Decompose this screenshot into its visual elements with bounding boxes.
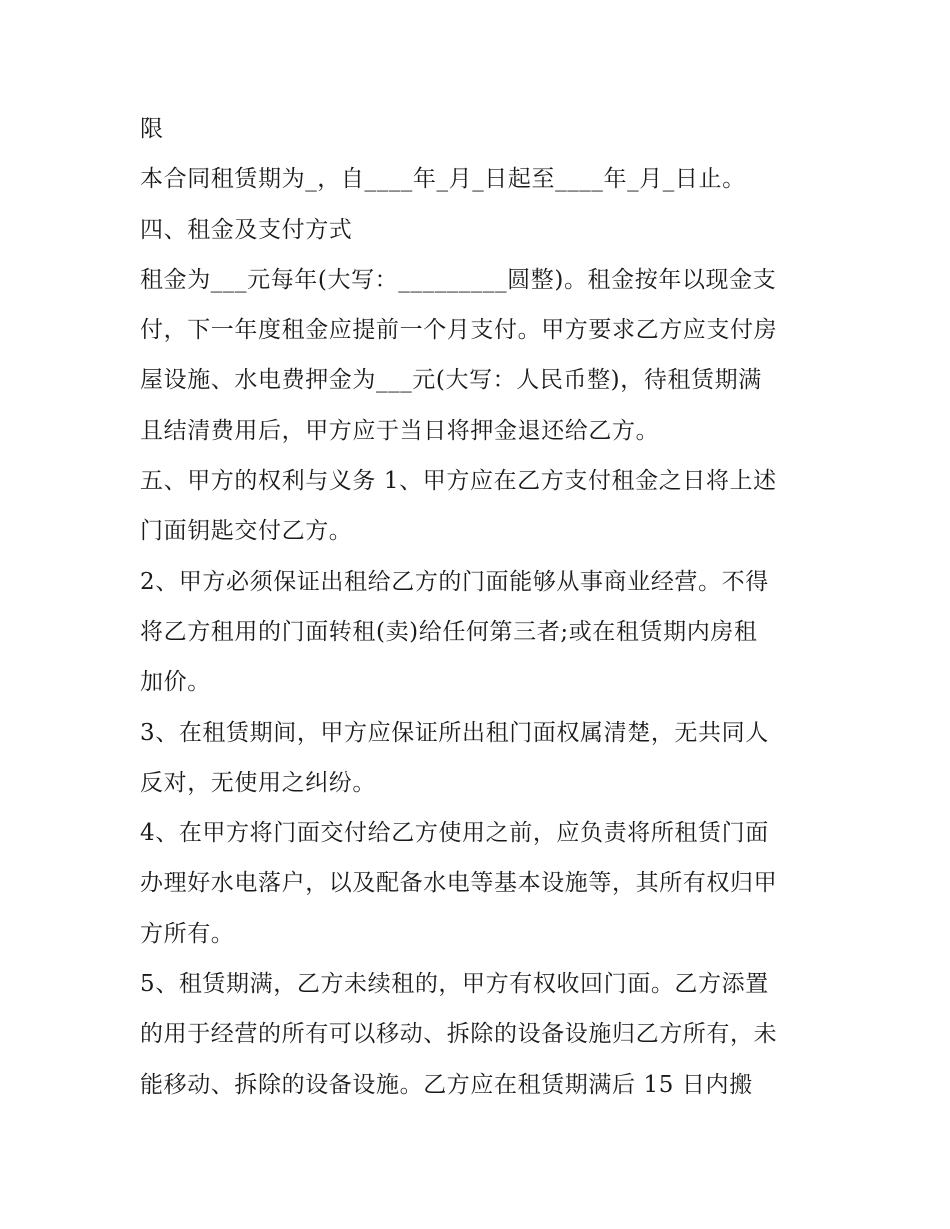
- text-line: 且结清费用后，甲方应于当日将押金退还给乙方。: [140, 417, 660, 444]
- text-line: 付，下一年度租金应提前一个月支付。甲方要求乙方应支付房: [140, 317, 778, 344]
- text-line-clause-2: 2、甲方必须保证出租给乙方的门面能够从事商业经营。不得: [140, 568, 769, 595]
- text-line-clause-3: 3、在租赁期间，甲方应保证所出租门面权属清楚，无共同人: [140, 719, 769, 746]
- text-line: 门面钥匙交付乙方。: [140, 518, 353, 545]
- text-line: 租金为___元每年(大写：_________圆整)。租金按年以现金支: [140, 266, 777, 293]
- text-line-clause-4: 4、在甲方将门面交付给乙方使用之前，应负责将所租赁门面: [140, 820, 769, 847]
- text-line: 屋设施、水电费押金为___元(大写：人民币整)，待租赁期满: [140, 367, 762, 394]
- text-line-lease-term: 本合同租赁期为_，自____年_月_日起至____年_月_日止。: [140, 166, 746, 193]
- text-line: 加价。: [140, 669, 211, 696]
- text-line-clause-5: 5、租赁期满，乙方未续租的，甲方有权收回门面。乙方添置: [140, 971, 769, 998]
- text-line: 办理好水电落户，以及配备水电等基本设施等，其所有权归甲: [140, 870, 778, 897]
- text-line-section-4-heading: 四、租金及支付方式: [140, 216, 353, 243]
- text-line: 将乙方租用的门面转租(卖)给任何第三者;或在租赁期内房租: [140, 618, 758, 645]
- text-line: 反对，无使用之纠纷。: [140, 769, 376, 796]
- text-line-section-title-tail: 限: [140, 116, 164, 142]
- document-body: [140, 110, 830, 1116]
- text-line: 方所有。: [140, 920, 235, 947]
- text-line: 能移动、拆除的设备设施。乙方应在租赁期满后 15 日内搬: [140, 1071, 753, 1098]
- text-line: 的用于经营的所有可以移动、拆除的设备设施归乙方所有，未: [140, 1021, 778, 1048]
- text-line-section-5-heading: 五、甲方的权利与义务 1、甲方应在乙方支付租金之日将上述: [140, 468, 777, 495]
